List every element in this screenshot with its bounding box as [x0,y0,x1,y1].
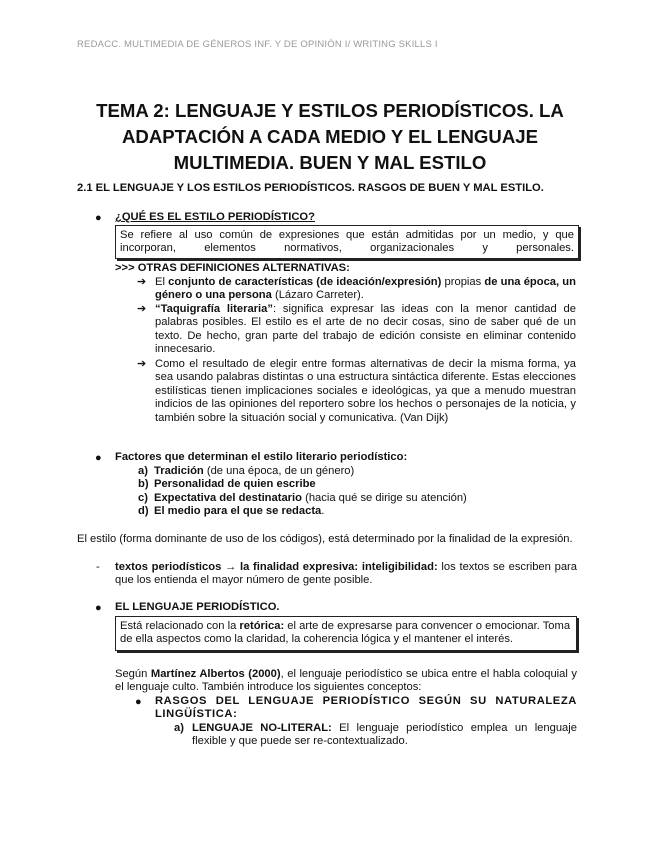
factors-heading: Factores que determinan el estilo literario periodístico: [115,451,408,463]
definition-box: Se refiere al uso común de expresiones que están admitidas por un medio, y que incorporan, elementos normativos, organizacionales y personales. [115,225,579,259]
arrow-icon: ➔ [137,303,147,315]
definition-item: Como el resultado de elegir entre formas alternativas de decir la misma forma, ya sea usando palabras distintas o una estructura sintáctica diferente. Estas elecciones estilísticas tienen implicaciones sociales e ideológicas, ya que a menudo muestran indicios de las opiniones del reportero sobre los hechos o personajes de la noticia, y también sobre la situación social y comunicativa. (Van Dijk) [155,358,576,424]
bullet-icon: ● [135,696,142,708]
rasgos-heading: RASGOS DEL LENGUAJE PERIODÍSTICO SEGÚN SU NATURALEZA LINGÜÍSTICA: [155,695,577,721]
title-line: ADAPTACIÓN A CADA MEDIO Y EL LENGUAJE [122,126,538,147]
dash-marker: - [96,561,100,573]
dash-item: textos periodísticos → la finalidad expresiva: inteligibilidad: los textos se escriben para que los entienda el mayor número de gente posible. [115,561,578,587]
definition-item: “Taquigrafía literaria”: significa expresar las ideas con la menor cantidad de palabras posibles. El estilo es el arte de no decir cosas, sino de saber qué de un texto. De hecho, gran parte del trabajo de edición consiste en eliminar contenido innecesario. [155,303,577,356]
title-line: MULTIMEDIA. BUEN Y MAL ESTILO [173,152,487,173]
other-definitions-heading: >>> OTRAS DEFINICIONES ALTERNATIVAS: [115,262,350,274]
section-heading: 2.1 EL LENGUAJE Y LOS ESTILOS PERIODÍSTICOS. RASGOS DE BUEN Y MAL ESTILO. [77,182,544,194]
q1-heading: ¿QUÉ ES EL ESTILO PERIODÍSTICO? [115,211,315,223]
list-item: LENGUAJE NO-LITERAL: El lenguaje periodístico emplea un lenguaje flexible y que puede ser re-contextualizado. [192,722,577,748]
bullet-icon: ● [95,602,102,614]
title-line: TEMA 2: LENGUAJE Y ESTILOS PERIODÍSTICOS. LA [96,100,564,121]
page-title [80,98,580,176]
arrow-icon: ➔ [137,358,147,370]
list-item: c) Expectativa del destinatario (hacia qué se dirige su atención) [138,491,467,504]
list-label: a) [174,722,184,734]
albertos-paragraph: Según Martínez Albertos (2000), el lenguaje periodístico se ubica entre el habla coloquial y el lenguaje culto. También introduce los siguientes conceptos: [115,668,577,694]
bullet-icon: ● [95,452,102,464]
factors-list [138,465,467,519]
list-item: d) El medio para el que se redacta. [138,505,325,518]
definition-item: El conjunto de características (de ideación/expresión) propias de una época, un género o una persona (Lázaro Carreter). [155,276,576,302]
bullet-icon: ● [95,212,102,224]
style-paragraph: El estilo (forma dominante de uso de los códigos), está determinado por la finalidad de la expresión. [77,533,573,545]
running-header: REDACC. MULTIMEDIA DE GÉNEROS INF. Y DE OPINIÓN I/ WRITING SKILLS I [77,39,438,50]
rhetoric-box: Está relacionado con la retórica: el arte de expresarse para convencer o emocionar. Toma de ella aspectos como la claridad, la coherencia lógica y el mantener el interés. [115,616,577,651]
list-item: a) Tradición (de una época, de un género) [138,465,355,477]
arrow-icon: ➔ [137,276,147,288]
list-item: b) Personalidad de quien escribe [138,478,316,491]
lang-heading: EL LENGUAJE PERIODÍSTICO. [115,601,280,613]
